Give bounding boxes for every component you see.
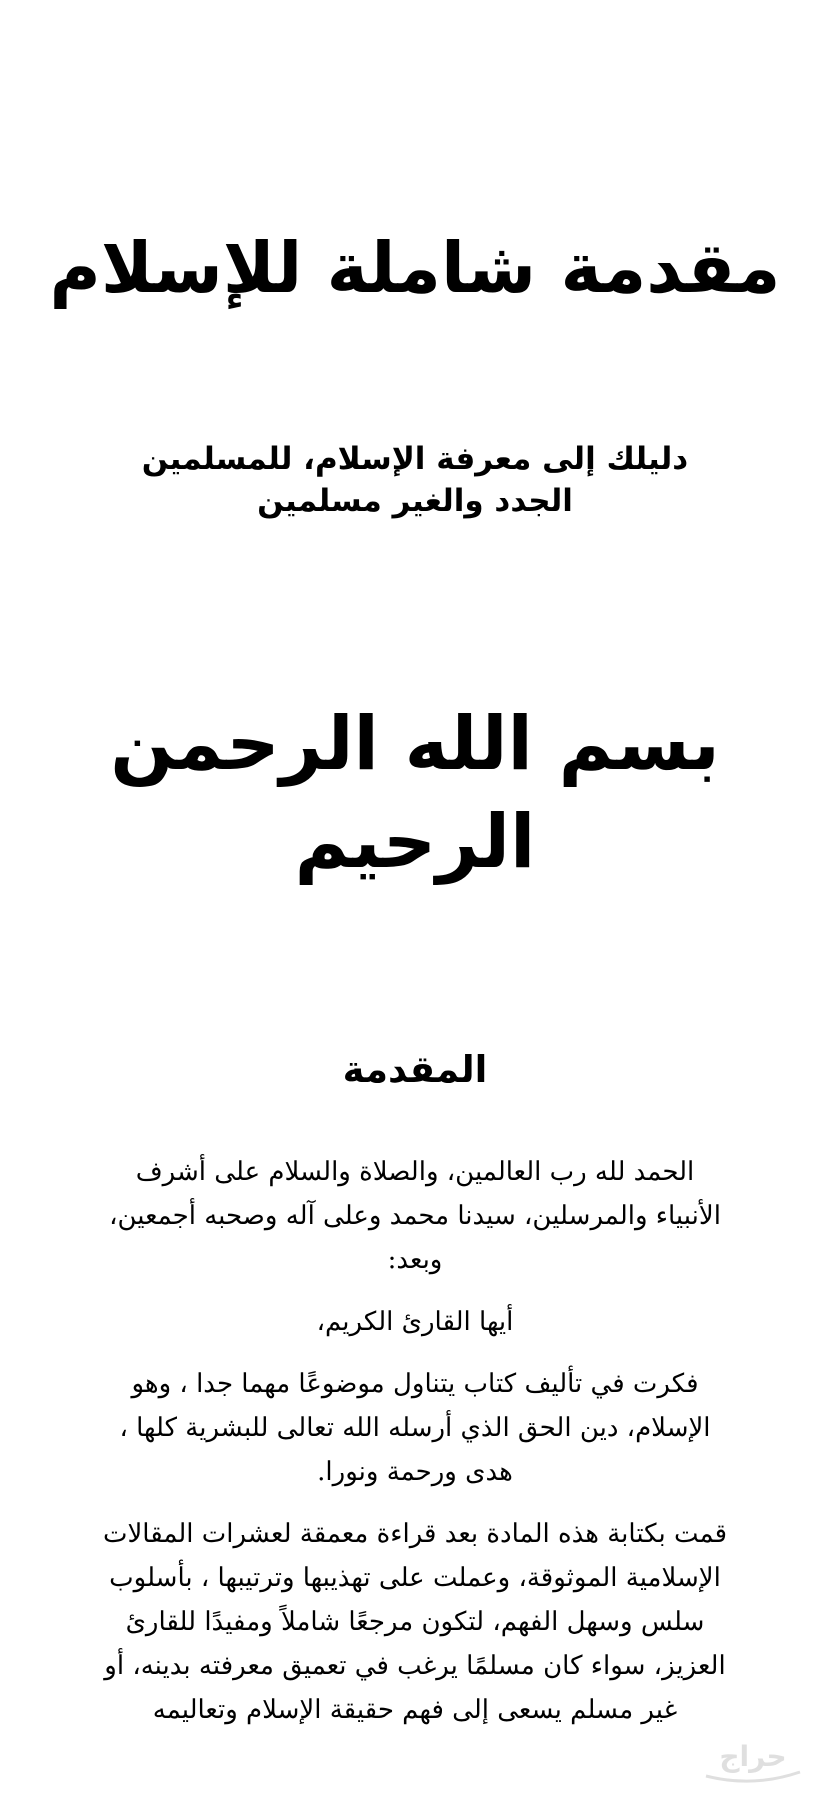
paragraph: أيها القارئ الكريم،: [316, 1307, 514, 1337]
paragraph: قمت بكتابة هذه المادة بعد قراءة معمقة لعشرات المقالات الإسلامية الموثوقة، وعملت على تهذيبها وترتيبها ، بأسلوب سلس وسهل الفهم، لتكون مرجعًا شاملاً ومفيدًا للقارئ العزيز، سواء كان مسلمًا يرغب في تعميق معرفته بدينه، أو غير مسلم يسعى إلى فهم حقيقة الإسلام وتعاليمه: [102, 1519, 728, 1725]
paragraph: فكرت في تأليف كتاب يتناول موضوعًا مهما جدا ، وهو الإسلام، دين الحق الذي أرسله الله تعالى للبشرية كلها ، هدى ورحمة ونورا.: [119, 1369, 711, 1487]
paragraph: الحمد لله رب العالمين، والصلاة والسلام على أشرف الأنبياء والمرسلين، سيدنا محمد وعلى آله وصحبه أجمعين، وبعد:: [109, 1157, 721, 1275]
book-subtitle: دليلك إلى معرفة الإسلام، للمسلمين الجدد والغير مسلمين: [141, 441, 689, 519]
book-title: مقدمة شاملة للإسلام: [49, 227, 781, 309]
watermark-text: حراج: [719, 1740, 787, 1773]
basmala: بسم الله الرحمن الرحيم: [110, 701, 720, 885]
introduction-heading: المقدمة: [342, 1048, 488, 1091]
introduction-body: [100, 1150, 730, 1750]
watermark-logo: [698, 1738, 808, 1788]
